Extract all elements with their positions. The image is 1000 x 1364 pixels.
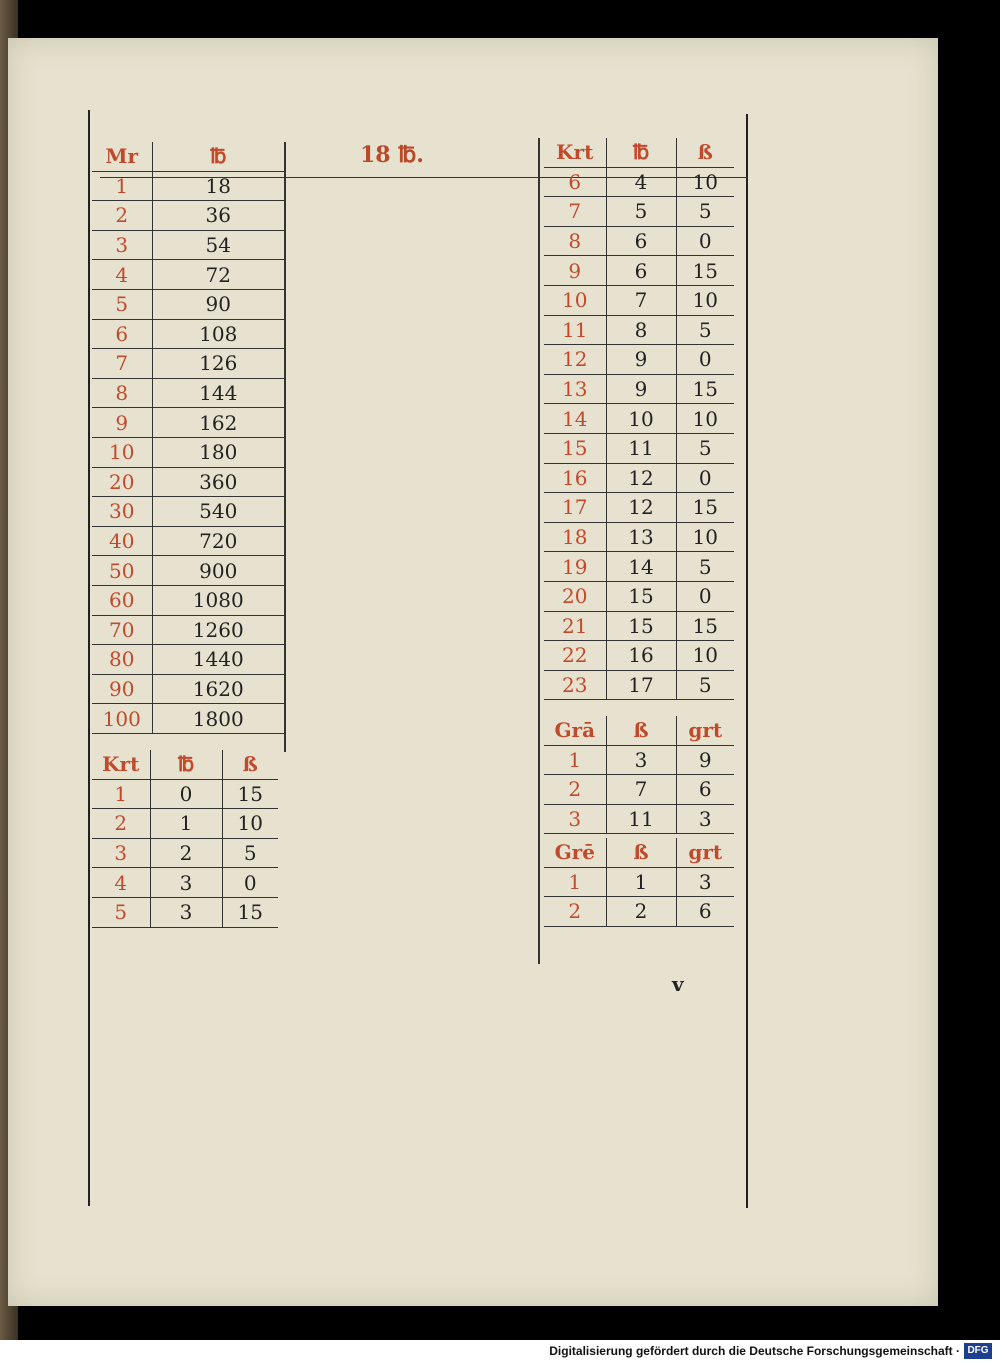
- value-cell: 90: [152, 289, 284, 319]
- value-cell: 144: [152, 378, 284, 408]
- table-row: [92, 556, 284, 586]
- row-index-cell: 1: [92, 779, 150, 809]
- value-cell: 15: [222, 779, 278, 809]
- row-index-cell: 2: [544, 897, 606, 927]
- table-row: [92, 437, 284, 467]
- column-header: Grē: [544, 838, 606, 867]
- row-index-cell: 17: [544, 493, 606, 523]
- table-right-rule: [538, 138, 540, 964]
- value-cell: 10: [676, 285, 734, 315]
- row-index-cell: 5: [92, 289, 152, 319]
- table-header-row: [92, 750, 278, 779]
- row-index-cell: 13: [544, 374, 606, 404]
- row-index-cell: 15: [544, 433, 606, 463]
- value-cell: 5: [676, 552, 734, 582]
- value-cell: 9: [606, 345, 676, 375]
- table-row: [544, 433, 734, 463]
- row-index-cell: 9: [544, 256, 606, 286]
- column-header: ß: [676, 138, 734, 167]
- row-index-cell: 7: [92, 349, 152, 379]
- table-right-top: [544, 138, 734, 700]
- table-left-top: [92, 142, 284, 734]
- book-page: [8, 38, 938, 1306]
- row-index-cell: 2: [544, 775, 606, 805]
- value-cell: 360: [152, 467, 284, 497]
- table-row: [92, 201, 284, 231]
- value-cell: 0: [676, 463, 734, 493]
- value-cell: 36: [152, 201, 284, 231]
- row-index-cell: 6: [92, 319, 152, 349]
- row-index-cell: 6: [544, 167, 606, 197]
- table-row: [544, 315, 734, 345]
- row-index-cell: 1: [92, 171, 152, 201]
- row-index-cell: 3: [92, 230, 152, 260]
- table-row: [544, 522, 734, 552]
- value-cell: 3: [676, 867, 734, 897]
- table-row: [544, 197, 734, 227]
- value-cell: 10: [676, 404, 734, 434]
- table-row: [92, 704, 284, 734]
- value-cell: 7: [606, 285, 676, 315]
- column-header: grt: [676, 716, 734, 745]
- value-cell: 1: [606, 867, 676, 897]
- table-row: [92, 319, 284, 349]
- value-cell: 12: [606, 463, 676, 493]
- value-cell: 15: [676, 256, 734, 286]
- row-index-cell: 50: [92, 556, 152, 586]
- table-row: [544, 670, 734, 700]
- value-cell: 10: [676, 641, 734, 671]
- value-cell: 1620: [152, 674, 284, 704]
- value-cell: 9: [676, 745, 734, 775]
- value-cell: 108: [152, 319, 284, 349]
- value-cell: 0: [676, 581, 734, 611]
- value-cell: 6: [606, 256, 676, 286]
- column-header: ℔: [150, 750, 222, 779]
- row-index-cell: 19: [544, 552, 606, 582]
- row-index-cell: 2: [92, 201, 152, 231]
- value-cell: 0: [676, 226, 734, 256]
- value-cell: 13: [606, 522, 676, 552]
- table-row: [544, 775, 734, 805]
- value-cell: 0: [222, 868, 278, 898]
- table-row: [92, 838, 278, 868]
- row-index-cell: 40: [92, 526, 152, 556]
- page-heading: 18 ℔.: [360, 142, 424, 168]
- value-cell: 1440: [152, 645, 284, 675]
- table-header-row: [544, 716, 734, 745]
- row-index-cell: 4: [92, 260, 152, 290]
- row-index-cell: 23: [544, 670, 606, 700]
- footer-bar: [0, 1340, 1000, 1364]
- dfg-logo-icon: DFG: [964, 1343, 992, 1359]
- row-index-cell: 7: [544, 197, 606, 227]
- row-index-cell: 8: [92, 378, 152, 408]
- table-row: [92, 497, 284, 527]
- value-cell: 1260: [152, 615, 284, 645]
- table-row: [92, 378, 284, 408]
- value-cell: 0: [150, 779, 222, 809]
- table-row: [92, 809, 278, 839]
- table-row: [544, 804, 734, 834]
- value-cell: 5: [222, 838, 278, 868]
- row-index-cell: 60: [92, 585, 152, 615]
- row-index-cell: 18: [544, 522, 606, 552]
- value-cell: 12: [606, 493, 676, 523]
- row-index-cell: 90: [92, 674, 152, 704]
- table-row: [544, 493, 734, 523]
- column-header: ß: [222, 750, 278, 779]
- table-row: [92, 674, 284, 704]
- table-header-row: [92, 142, 284, 171]
- table-row: [92, 779, 278, 809]
- column-header: ℔: [152, 142, 284, 171]
- value-cell: 8: [606, 315, 676, 345]
- column-header: grt: [676, 838, 734, 867]
- value-cell: 6: [676, 897, 734, 927]
- value-cell: 900: [152, 556, 284, 586]
- row-index-cell: 10: [92, 437, 152, 467]
- column-header: Krt: [544, 138, 606, 167]
- row-index-cell: 1: [544, 867, 606, 897]
- value-cell: 15: [606, 611, 676, 641]
- value-cell: 15: [676, 493, 734, 523]
- table-row: [544, 581, 734, 611]
- row-index-cell: 21: [544, 611, 606, 641]
- column-header: ß: [606, 716, 676, 745]
- row-index-cell: 3: [544, 804, 606, 834]
- table-header-row: [544, 138, 734, 167]
- table-right-bottom: [544, 838, 734, 927]
- value-cell: 9: [606, 374, 676, 404]
- row-index-cell: 9: [92, 408, 152, 438]
- value-cell: 180: [152, 437, 284, 467]
- table-row: [544, 256, 734, 286]
- table-row: [544, 867, 734, 897]
- table-row: [92, 289, 284, 319]
- row-index-cell: 10: [544, 285, 606, 315]
- row-index-cell: 14: [544, 404, 606, 434]
- value-cell: 1080: [152, 585, 284, 615]
- table-row: [544, 897, 734, 927]
- row-index-cell: 5: [92, 897, 150, 927]
- table-row: [544, 226, 734, 256]
- value-cell: 4: [606, 167, 676, 197]
- value-cell: 162: [152, 408, 284, 438]
- table-row: [544, 745, 734, 775]
- value-cell: 6: [676, 775, 734, 805]
- row-index-cell: 20: [544, 581, 606, 611]
- value-cell: 2: [606, 897, 676, 927]
- table-row: [544, 285, 734, 315]
- value-cell: 720: [152, 526, 284, 556]
- value-cell: 5: [606, 197, 676, 227]
- value-cell: 10: [606, 404, 676, 434]
- row-index-cell: 30: [92, 497, 152, 527]
- value-cell: 6: [606, 226, 676, 256]
- table-row: [544, 345, 734, 375]
- table-row: [92, 645, 284, 675]
- table-row: [544, 404, 734, 434]
- value-cell: 3: [676, 804, 734, 834]
- value-cell: 15: [676, 374, 734, 404]
- row-index-cell: 70: [92, 615, 152, 645]
- value-cell: 72: [152, 260, 284, 290]
- column-header: ß: [606, 838, 676, 867]
- row-index-cell: 1: [544, 745, 606, 775]
- value-cell: 0: [676, 345, 734, 375]
- frame-rule-left: [88, 110, 90, 1206]
- table-row: [92, 526, 284, 556]
- column-header: Grā: [544, 716, 606, 745]
- row-index-cell: 16: [544, 463, 606, 493]
- table-row: [92, 897, 278, 927]
- value-cell: 14: [606, 552, 676, 582]
- row-index-cell: 8: [544, 226, 606, 256]
- row-index-cell: 3: [92, 838, 150, 868]
- table-row: [92, 467, 284, 497]
- table-left-rule: [284, 142, 286, 752]
- value-cell: 17: [606, 670, 676, 700]
- funding-notice: Digitalisierung gefördert durch die Deutsche Forschungsgemeinschaft ·: [549, 1344, 960, 1358]
- table-row: [92, 230, 284, 260]
- table-row: [92, 171, 284, 201]
- value-cell: 15: [606, 581, 676, 611]
- column-header: Krt: [92, 750, 150, 779]
- table-left-bottom: [92, 750, 278, 928]
- table-row: [92, 260, 284, 290]
- table-row: [544, 641, 734, 671]
- row-index-cell: 12: [544, 345, 606, 375]
- frame-rule-right: [746, 114, 748, 1208]
- row-index-cell: 2: [92, 809, 150, 839]
- row-index-cell: 11: [544, 315, 606, 345]
- value-cell: 1: [150, 809, 222, 839]
- table-row: [92, 615, 284, 645]
- value-cell: 10: [222, 809, 278, 839]
- column-header: ℔: [606, 138, 676, 167]
- row-index-cell: 22: [544, 641, 606, 671]
- table-row: [92, 349, 284, 379]
- value-cell: 3: [606, 745, 676, 775]
- row-index-cell: 20: [92, 467, 152, 497]
- table-row: [544, 611, 734, 641]
- table-row: [92, 585, 284, 615]
- row-index-cell: 4: [92, 868, 150, 898]
- row-index-cell: 100: [92, 704, 152, 734]
- value-cell: 126: [152, 349, 284, 379]
- table-header-row: [544, 838, 734, 867]
- value-cell: 3: [150, 868, 222, 898]
- value-cell: 5: [676, 433, 734, 463]
- table-row: [544, 167, 734, 197]
- value-cell: 16: [606, 641, 676, 671]
- value-cell: 2: [150, 838, 222, 868]
- value-cell: 18: [152, 171, 284, 201]
- row-index-cell: 80: [92, 645, 152, 675]
- table-row: [544, 374, 734, 404]
- value-cell: 10: [676, 167, 734, 197]
- value-cell: 10: [676, 522, 734, 552]
- value-cell: 7: [606, 775, 676, 805]
- signature-mark: v: [672, 972, 684, 996]
- value-cell: 5: [676, 670, 734, 700]
- value-cell: 15: [676, 611, 734, 641]
- value-cell: 540: [152, 497, 284, 527]
- table-right-mid: [544, 716, 734, 834]
- value-cell: 3: [150, 897, 222, 927]
- value-cell: 5: [676, 197, 734, 227]
- value-cell: 11: [606, 433, 676, 463]
- value-cell: 11: [606, 804, 676, 834]
- value-cell: 1800: [152, 704, 284, 734]
- table-row: [92, 868, 278, 898]
- table-row: [544, 552, 734, 582]
- table-row: [92, 408, 284, 438]
- value-cell: 54: [152, 230, 284, 260]
- value-cell: 15: [222, 897, 278, 927]
- table-row: [544, 463, 734, 493]
- column-header: Mr: [92, 142, 152, 171]
- value-cell: 5: [676, 315, 734, 345]
